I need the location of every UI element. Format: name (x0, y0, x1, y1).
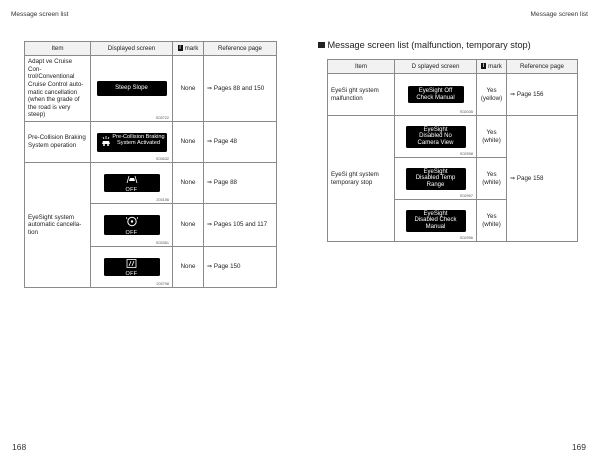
table-row (328, 116, 578, 158)
col-reference: Reference page (507, 60, 578, 74)
col-reference: Reference page (204, 42, 277, 56)
screen-image: EyeSight Disabled Temp Range (406, 168, 466, 190)
running-header-right: Message screen list (530, 11, 588, 18)
info-icon: i (482, 63, 485, 70)
col-displayed-screen: D splayed screen (395, 60, 477, 74)
screen-image: EyeSight Off Check Manual (408, 86, 464, 103)
displayed-screen-cell (91, 247, 173, 288)
row-reference: ⇒ Pages 105 and 117 (204, 204, 277, 247)
row-item: EyeSi ght system malfunction (328, 74, 395, 116)
row-reference: ⇒ Page 156 (507, 74, 578, 116)
table-row (328, 74, 578, 116)
col-mark: i mark (173, 42, 204, 56)
screen-image: EyeSight Disabled Check Manual (406, 210, 466, 232)
row-mark: None (173, 122, 204, 163)
table-header-row (328, 60, 578, 74)
image-code: S02996 (459, 236, 473, 240)
displayed-screen-cell (91, 163, 173, 204)
row-reference: ⇒ Page 88 (204, 163, 277, 204)
image-code: S02997 (459, 194, 473, 198)
lane-departure-icon (126, 259, 137, 268)
screen-image: OFF (104, 174, 160, 192)
displayed-screen-cell (91, 122, 173, 163)
left-message-table (24, 41, 277, 288)
image-code: S02035 (459, 110, 473, 114)
col-item: Item (25, 42, 91, 56)
image-code: S03361 (155, 241, 169, 245)
row-reference: ⇒ Page 158 (507, 116, 578, 242)
col-item: Item (328, 60, 395, 74)
col-mark: i mark (477, 60, 507, 74)
right-message-table (327, 59, 578, 242)
displayed-screen-cell (395, 158, 477, 200)
screen-image: EyeSight Disabled No Camera View (406, 126, 466, 148)
row-reference: ⇒ Pages 88 and 150 (204, 56, 277, 122)
screen-image: OFF (104, 215, 160, 235)
running-header-left: Message screen list (11, 11, 69, 18)
row-mark: None (173, 56, 204, 122)
col-displayed-screen: Displayed screen (91, 42, 173, 56)
row-mark: None (173, 204, 204, 247)
image-code: S03632 (155, 157, 169, 161)
steering-hand-icon (126, 216, 138, 227)
row-item: EyeSi ght system temporary stop (328, 116, 395, 242)
row-item: Adapt ve Cruise Con-trol/Conventional Cruise Control auto-matic cancellation (when the grade of the road is very steep) (25, 56, 91, 122)
row-mark: Yes (white) (477, 200, 507, 242)
row-item: EyeSight system automatic cancella-tion (25, 163, 91, 288)
image-code: S02998 (459, 152, 473, 156)
displayed-screen-cell (395, 200, 477, 242)
displayed-screen-cell (395, 116, 477, 158)
displayed-screen-cell (395, 74, 477, 116)
row-item: Pre-Collision Braking System operation (25, 122, 91, 163)
row-reference: ⇒ Page 150 (204, 247, 277, 288)
page-number-left: 168 (12, 442, 27, 452)
displayed-screen-cell (91, 204, 173, 247)
row-mark: None (173, 247, 204, 288)
row-mark: None (173, 163, 204, 204)
table-row (25, 122, 277, 163)
row-mark: Yes (white) (477, 116, 507, 158)
square-bullet-icon (318, 42, 325, 49)
image-code: 203156 (156, 198, 169, 202)
displayed-screen-cell (91, 56, 173, 122)
collision-car-icon (99, 135, 113, 149)
screen-image: OFF (104, 258, 160, 276)
table-header-row (25, 42, 277, 56)
section-title: Message screen list (malfunction, temporary stop) (318, 40, 531, 50)
row-reference: ⇒ Page 48 (204, 122, 277, 163)
image-code: 203798 (156, 282, 169, 286)
screen-image: Steep Slope (97, 81, 167, 96)
image-code: S03722 (155, 116, 169, 120)
table-row (25, 56, 277, 122)
info-icon: i (179, 45, 181, 52)
screen-image: Pre-Collision Braking System Activated (97, 133, 167, 152)
row-mark: Yes (yellow) (477, 74, 507, 116)
row-mark: Yes (white) (477, 158, 507, 200)
table-row (25, 163, 277, 204)
page-number-right: 169 (571, 442, 586, 452)
vehicle-lane-icon (126, 175, 138, 184)
